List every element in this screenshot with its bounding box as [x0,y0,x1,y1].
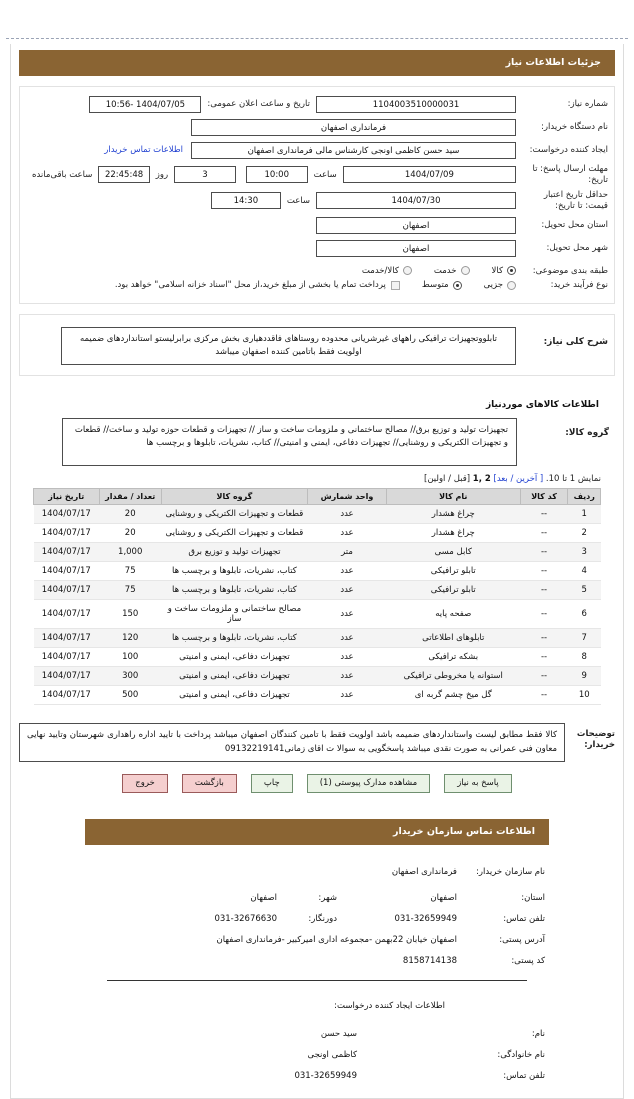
section-header-need-details: جزئیات اطلاعات نیاز [19,50,615,76]
label-goods-group: گروه کالا: [565,428,609,439]
action-button-1[interactable]: مشاهده مدارک پیوستی (1) [307,774,430,793]
field-announce-datetime: 1404/07/05 -10:56 [89,96,201,113]
buyer-contact-section [11,819,623,1081]
row-delivery-city [26,240,608,258]
row-need-number [26,95,608,113]
top-divider [6,38,628,39]
label-summary: شرح کلی نیاز: [543,336,608,347]
goods-table-body [34,505,601,705]
radio-process-jozei[interactable] [484,280,516,290]
action-button-0[interactable]: پاسخ به نیاز [444,774,512,793]
field-buyer-org: فرمانداری اصفهان [191,119,516,136]
row-summary [26,327,608,365]
creator-section-title: اطلاعات ایجاد کننده درخواست: [334,1001,445,1012]
action-button-bar [11,774,623,793]
cell-row: 7 [568,629,601,648]
field-goods-group-text: تجهیزات تولید و توزیع برق// مصالح ساختمانی و ملزومات ساخت و ساز // تجهیزات و قطعات حوزه تولید و ساخت// قطعات و تجهیزات الکتریکی و روشنایی// تجهیزات دفاعی، ایمنی و امنیتی// کتاب، نشریات، تابلوها و برچسب ها [62,418,517,466]
cell-row: 8 [568,648,601,667]
radio-both-label: کالا/خدمت [361,265,399,276]
row-contact-province [89,893,545,903]
cell-group: کتاب، نشریات، تابلوها و برچسب ها [161,581,307,600]
label-days: روز [155,169,169,180]
label-contact-province: استان: [521,893,545,904]
table-row [34,543,601,562]
checkbox-treasury-icon[interactable] [391,281,400,290]
label-buyer-comments: توضیحات خریدار: [576,729,615,751]
cell-row: 4 [568,562,601,581]
need-details-frame [10,44,624,1099]
label-contact-fax: دورنگار: [308,914,337,925]
cell-code: -- [520,505,568,524]
cell-group: قطعات و تجهیزات الکتریکی و روشنایی [161,524,307,543]
label-creator-family: نام خانوادگی: [497,1050,545,1061]
table-row [34,667,601,686]
table-row [34,686,601,705]
cell-unit: متر [307,543,386,562]
row-deadline [26,164,608,185]
table-row [34,581,601,600]
row-contact-postal [89,956,545,966]
cell-unit: عدد [307,524,386,543]
cell-name: چراغ هشدار [386,524,520,543]
cell-code: -- [520,667,568,686]
cell-code: -- [520,648,568,667]
cell-group: کتاب، نشریات، تابلوها و برچسب ها [161,562,307,581]
label-creator-name: نام: [531,1029,545,1040]
field-summary-text: تابلووتجهیزات ترافیکی راههای غیرشریانی محدوده روستاهای فاقددهیاری بخش مرکزی برابرلیستو استانداردهای ضمیمه اولویت فقط باتامین کننده اصفهان میباشد [61,327,516,365]
cell-code: -- [520,524,568,543]
col-header-name: نام کالا [386,489,520,505]
row-classification [26,266,608,277]
goods-info-panel [19,380,615,713]
table-row [34,524,601,543]
label-deadline-hour: ساعت [313,169,337,180]
buyer-contact-link[interactable]: اطلاعات تماس خریدار [104,145,183,155]
cell-qty: 75 [99,581,161,600]
cell-qty: 150 [99,600,161,629]
cell-date: 1404/07/17 [34,686,100,705]
cell-row: 2 [568,524,601,543]
cell-date: 1404/07/17 [34,524,100,543]
radio-classification-both[interactable] [362,266,412,276]
col-header-group: گروه کالا [161,489,307,505]
row-contact-phone [89,914,545,924]
cell-date: 1404/07/17 [34,543,100,562]
pagination-pages[interactable]: 2 ,1 [472,474,491,485]
row-buyer-org [26,118,608,136]
col-header-unit: واحد شمارش [307,489,386,505]
cell-name: بشکه ترافیکی [386,648,520,667]
cell-row: 6 [568,600,601,629]
label-price-validity: حداقل تاریخ اعتبار قیمت: تا تاریخ: [543,190,608,211]
cell-qty: 1,000 [99,543,161,562]
radio-classification-kala[interactable] [492,266,516,276]
field-validity-date: 1404/07/30 [316,192,516,209]
value-contact-province: اصفهان [430,893,457,904]
value-contact-fax: 031-32676630 [214,914,277,925]
value-contact-postal: 8158714138 [402,956,457,967]
field-creator: سید حسن کاظمی اونجی کارشناس مالی فرمانداری اصفهان [191,142,516,159]
value-creator-phone: 031-32659949 [294,1071,357,1082]
cell-unit: عدد [307,686,386,705]
goods-info-title: اطلاعات کالاهای موردنیاز [485,400,599,411]
value-creator-name: سید حسن [320,1029,357,1040]
cell-qty: 300 [99,667,161,686]
buyer-comments [19,723,615,762]
cell-date: 1404/07/17 [34,581,100,600]
cell-qty: 20 [99,505,161,524]
action-button-4[interactable]: خروج [122,774,168,793]
label-announce-datetime: تاریخ و ساعت اعلان عمومی: [207,99,310,109]
cell-date: 1404/07/17 [34,600,100,629]
field-need-number: 1104003510000031 [316,96,516,113]
cell-group: قطعات و تجهیزات الکتریکی و روشنایی [161,505,307,524]
radio-motavaset-icon[interactable] [453,281,462,290]
action-button-3[interactable]: بازگشت [182,774,237,793]
cell-date: 1404/07/17 [34,667,100,686]
label-contact-postal: کد پستی: [511,956,545,967]
cell-date: 1404/07/17 [34,562,100,581]
cell-row: 1 [568,505,601,524]
field-deadline-date: 1404/07/09 [343,166,516,183]
cell-unit: عدد [307,667,386,686]
radio-both-icon[interactable] [403,266,412,275]
label-delivery-province: استان محل تحویل: [541,220,608,231]
field-days-remaining: 3 [174,166,236,183]
value-contact-address: اصفهان خیابان 22بهمن -مجموعه اداری امیرکبیر -فرمانداری اصفهان [216,935,457,946]
row-creator-name [89,1029,545,1039]
radio-process-motavaset[interactable] [422,280,462,290]
cell-name: گل میخ چشم گربه ای [386,686,520,705]
cell-group: تجهیزات دفاعی، ایمنی و امنیتی [161,648,307,667]
label-classification: طبقه بندی موضوعی: [532,265,608,276]
radio-khedmat-label: خدمت [433,265,457,276]
field-validity-hour: 14:30 [211,192,281,209]
creator-section [11,981,623,1081]
cell-qty: 75 [99,562,161,581]
cell-name: تابلو ترافیکی [386,562,520,581]
label-contact-org: نام سازمان خریدار: [476,867,545,878]
row-delivery-province [26,217,608,235]
label-creator: ایجاد کننده درخواست: [529,144,608,155]
radio-kala-icon[interactable] [507,266,516,275]
label-contact-phone: تلفن تماس: [503,914,545,925]
pagination-prefix: نمایش 1 تا 10. [545,474,601,485]
cell-name: صفحه پایه [386,600,520,629]
cell-unit: عدد [307,562,386,581]
cell-unit: عدد [307,629,386,648]
contact-body [11,845,623,966]
row-process-type [26,280,608,291]
cell-unit: عدد [307,581,386,600]
need-info-panel [19,86,615,304]
action-button-2[interactable]: چاپ [251,774,293,793]
cell-group: تجهیزات تولید و توزیع برق [161,543,307,562]
field-hours-remaining: 22:45:48 [98,166,149,183]
cell-code: -- [520,581,568,600]
field-buyer-comments-text: کالا فقط مطابق لیست واستانداردهای ضمیمه باشد اولویت فقط با تامین کنندگان اصفهان میباشد پرداخت با تایید اداره راهداری شهرستان وتایید نهایی معاون فنی عمرانی به صورت نقدی میباشد پاسخگویی به سوالا ت اقای زمانی09132219141 [19,723,565,762]
col-header-code: کد کالا [520,489,568,505]
field-deadline-hour: 10:00 [246,166,308,183]
table-row [34,629,601,648]
label-contact-city: شهر: [318,893,337,904]
checkbox-treasury-label: پرداخت تمام یا بخشی از مبلغ خرید،از محل "اسناد خزانه اسلامی" خواهد بود. [114,280,386,291]
table-row [34,648,601,667]
section-header-contact: اطلاعات تماس سازمان خریدار [85,819,549,845]
cell-code: -- [520,629,568,648]
row-creator [26,141,608,159]
row-price-validity [26,190,608,211]
label-contact-address: آدرس پستی: [499,935,545,946]
cell-qty: 500 [99,686,161,705]
cell-name: کابل مسی [386,543,520,562]
pagination [33,474,601,484]
field-delivery-province: اصفهان [316,217,516,234]
label-delivery-city: شهر محل تحویل: [546,243,608,254]
cell-name: چراغ هشدار [386,505,520,524]
row-contact-address [89,935,545,945]
checkbox-treasury-docs[interactable] [115,280,400,290]
goods-table-header-row [34,489,601,505]
cell-qty: 100 [99,648,161,667]
cell-unit: عدد [307,505,386,524]
cell-code: -- [520,600,568,629]
label-deadline: مهلت ارسال پاسخ: تا تاریخ: [532,164,608,185]
cell-date: 1404/07/17 [34,505,100,524]
cell-qty: 120 [99,629,161,648]
label-hours-remaining: ساعت باقی‌مانده [31,169,93,180]
row-creator-phone [89,1071,545,1081]
cell-date: 1404/07/17 [34,629,100,648]
cell-row: 10 [568,686,601,705]
table-row [34,505,601,524]
cell-row: 9 [568,667,601,686]
cell-group: تجهیزات دفاعی، ایمنی و امنیتی [161,667,307,686]
value-creator-family: کاظمی اونجی [307,1050,357,1061]
cell-date: 1404/07/17 [34,648,100,667]
col-header-qty: تعداد / مقدار [99,489,161,505]
field-delivery-city: اصفهان [316,240,516,257]
label-creator-phone: تلفن تماس: [503,1071,545,1082]
label-buyer-org: نام دستگاه خریدار: [541,121,608,132]
row-contact-org [89,867,545,877]
table-row [34,562,601,581]
pagination-prev-first[interactable]: [قبل / اولین] [424,474,471,485]
cell-unit: عدد [307,600,386,629]
col-header-date: تاریخ نیاز [34,489,100,505]
cell-row: 5 [568,581,601,600]
row-goods-group [25,418,609,466]
cell-qty: 20 [99,524,161,543]
row-creator-family [89,1050,545,1060]
summary-panel [19,314,615,376]
cell-row: 3 [568,543,601,562]
label-process-type: نوع فرآیند خرید: [550,280,608,291]
cell-group: تجهیزات دفاعی، ایمنی و امنیتی [161,686,307,705]
value-contact-phone: 031-32659949 [394,914,457,925]
radio-classification-khedmat[interactable] [434,266,470,276]
col-header-row: ردیف [568,489,601,505]
pagination-last-next[interactable]: [ آخرین / بعد] [493,474,544,485]
radio-kala-label: کالا [491,265,503,276]
radio-motavaset-label: متوسط [421,280,449,291]
cell-code: -- [520,543,568,562]
label-validity-hour: ساعت [286,195,310,206]
label-need-number: شماره نیاز: [567,98,608,109]
cell-name: تابلوهای اطلاعاتی [386,629,520,648]
radio-jozei-icon[interactable] [507,281,516,290]
value-contact-city: اصفهان [250,893,277,904]
cell-code: -- [520,562,568,581]
radio-khedmat-icon[interactable] [461,266,470,275]
cell-unit: عدد [307,648,386,667]
cell-code: -- [520,686,568,705]
goods-table [33,488,601,705]
table-row [34,600,601,629]
cell-name: استوانه یا مخروطی ترافیکی [386,667,520,686]
radio-jozei-label: جزیی [483,280,503,291]
cell-group: مصالح ساختمانی و ملزومات ساخت و ساز [161,600,307,629]
value-contact-org: فرمانداری اصفهان [391,867,457,878]
cell-group: کتاب، نشریات، تابلوها و برچسب ها [161,629,307,648]
cell-name: تابلو ترافیکی [386,581,520,600]
